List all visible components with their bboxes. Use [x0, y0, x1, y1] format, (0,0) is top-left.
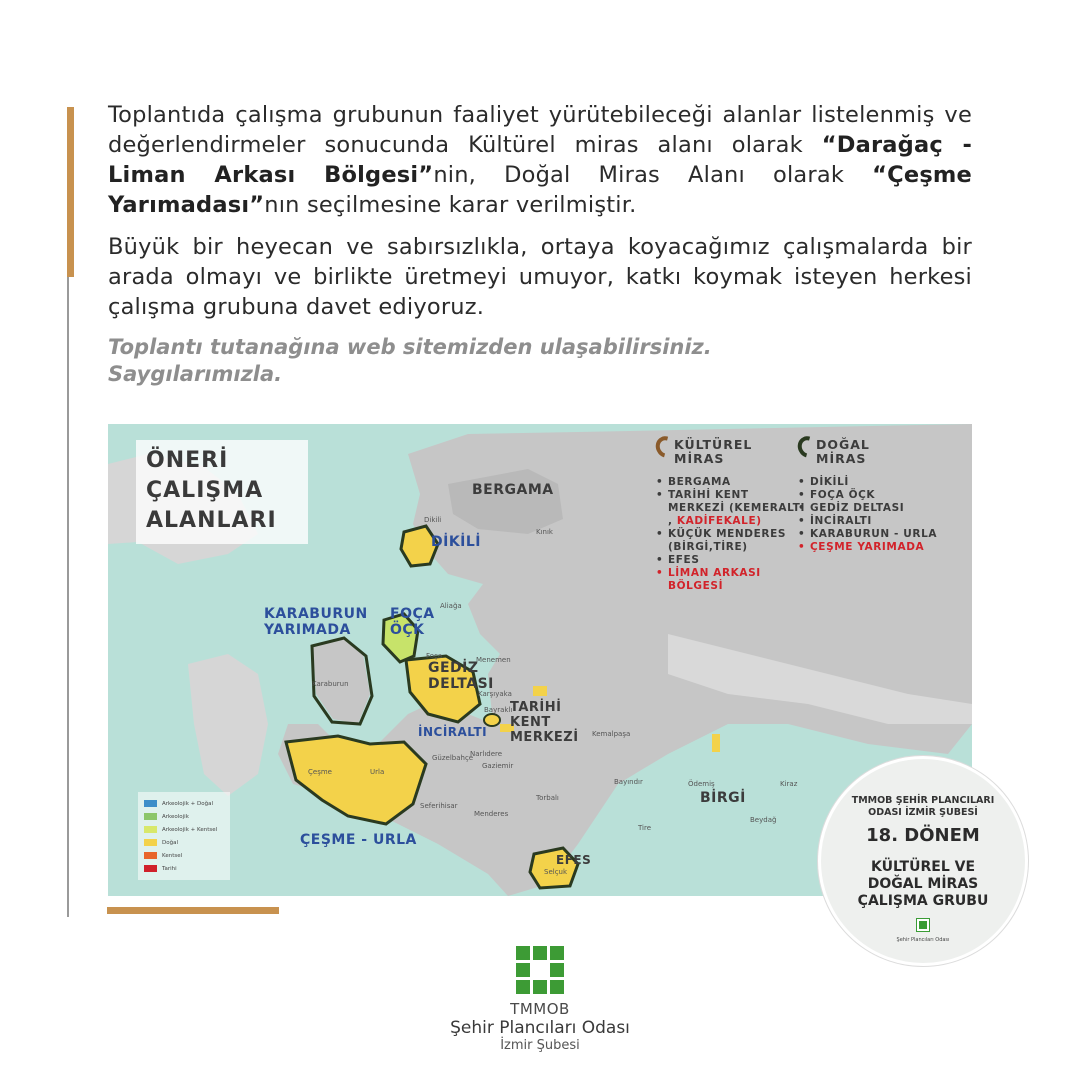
town-label: Güzelbahçe: [432, 754, 474, 762]
cultural-heading: KÜLTÜREL MİRAS: [674, 437, 753, 466]
town-label: Selçuk: [544, 868, 568, 876]
label-inciralti: İNCİRALTI: [418, 725, 488, 739]
label-birgi: BİRGİ: [700, 790, 746, 806]
natural-area-name: “Çeşme Yarımadası”: [108, 162, 973, 218]
working-group-badge: [818, 756, 1028, 966]
town-label: Menderes: [474, 810, 509, 818]
town-label: Beydağ: [750, 816, 777, 824]
town-label: Kınık: [536, 528, 553, 536]
logo-square: [533, 946, 547, 960]
town-label: Menemen: [476, 656, 511, 664]
accent-bar-bottom: [107, 907, 279, 914]
intro-text: [108, 100, 972, 388]
badge-logo-icon: [917, 919, 929, 931]
list-item: • DİKİLİ: [798, 476, 938, 489]
legend-swatch: [144, 826, 157, 833]
town-label: Urla: [370, 768, 385, 776]
town-label: Aliağa: [440, 602, 462, 610]
logo-square: [516, 946, 530, 960]
doga-patch-1: [533, 686, 547, 696]
logo-square: [550, 946, 564, 960]
town-label: Dikili: [424, 516, 442, 524]
list-item: • GEDİZ DELTASI: [798, 502, 938, 515]
town-label: Narlıdere: [470, 750, 503, 758]
label-tarihi-kent: TARİHİ KENT MERKEZİ: [510, 700, 579, 745]
badge-org: TMMOB ŞEHİR PLANCILARI ODASI İZMİR ŞUBESİ: [851, 795, 995, 818]
legend-item: Arkeolojik + Doğal: [144, 797, 224, 810]
natural-heading: DOĞAL MİRAS: [816, 437, 870, 466]
paragraph-decision: Toplantıda çalışma grubunun faaliyet yürütebileceği alanlar listelenmiş ve değerlendirmeler sonucunda Kültürel miras alanı olarak “Darağaç - Liman Arkası Bölgesi”nin, Doğal Miras Alanı olarak “Çeşme Yarımadası”nın seçilmesine karar verilmiştir.: [108, 102, 973, 218]
organization-name: TMMOB Şehir Plancıları Odası İzmir Şubesi: [450, 1000, 630, 1053]
town-label: Kiraz: [780, 780, 798, 788]
badge-small-text: Şehir Plancıları Odası: [896, 937, 950, 943]
label-cesme-urla: ÇEŞME - URLA: [300, 832, 417, 848]
list-item: • KÜÇÜK MENDERES (BİRGİ,TİRE): [656, 528, 806, 554]
label-karaburun: KARABURUN YARIMADA: [264, 606, 368, 638]
logo-square: [516, 963, 530, 977]
list-item: • EFES: [656, 554, 806, 567]
list-item: • FOÇA ÖÇK: [798, 489, 938, 502]
list-item: • KARABURUN - URLA: [798, 528, 938, 541]
cultural-area-name: “Darağaç - Liman Arkası Bölgesi”: [108, 132, 972, 188]
town-label: Seferihisar: [420, 802, 458, 810]
town-label: Foça: [426, 652, 443, 660]
label-gediz: GEDİZ DELTASI: [428, 660, 494, 692]
cesme-urla-area: [286, 736, 426, 824]
label-efes: EFES: [556, 853, 592, 867]
list-item: • BERGAMA: [656, 476, 806, 489]
legend-item: Doğal: [144, 836, 224, 849]
natural-heritage-list: [798, 438, 938, 554]
list-item: • LİMAN ARKASI BÖLGESİ: [656, 567, 806, 593]
divider-vertical: [67, 277, 69, 917]
label-bergama: BERGAMA: [472, 482, 554, 498]
label-dikili: DİKİLİ: [431, 534, 482, 550]
legend-swatch: [144, 852, 157, 859]
legend-item: Arkeolojik: [144, 810, 224, 823]
logo-square: [550, 963, 564, 977]
logo-square: [516, 980, 530, 994]
legend-swatch: [144, 865, 157, 872]
badge-term: 18. DÖNEM: [866, 825, 980, 846]
town-label: Bayraklı: [484, 706, 513, 714]
town-label: Bayındır: [614, 778, 643, 786]
legend-swatch: [144, 800, 157, 807]
label-foca: FOÇA ÖÇK: [390, 606, 435, 638]
list-item: • TARİHİ KENT MERKEZİ (KEMERALTI , KADİFEKALE): [656, 489, 806, 528]
town-label: Çeşme: [308, 768, 332, 776]
map-title-box: ÖNERİ ÇALIŞMA ALANLARI: [136, 440, 308, 544]
town-label: Ödemiş: [688, 780, 715, 788]
accent-bar: [67, 107, 74, 277]
town-label: Tire: [638, 824, 652, 832]
logo-square: [550, 980, 564, 994]
legend-item: Tarihi: [144, 862, 224, 875]
town-label: Gaziemir: [482, 762, 514, 770]
list-item: • ÇEŞME YARIMADA: [798, 541, 938, 554]
doga-patch-2: [712, 734, 720, 752]
town-label: Torbalı: [536, 794, 559, 802]
legend-swatch: [144, 839, 157, 846]
town-label: Karşıyaka: [478, 690, 512, 698]
natural-items: [798, 476, 938, 554]
legend-swatch: [144, 813, 157, 820]
paragraph-invitation: Büyük bir heyecan ve sabırsızlıkla, ortaya koyacağımız çalışmalarda bir arada olmayı ve birlikte üretmeyi umuyor, katkı koymak isteyen herkesi çalışma grubuna davet ediyoruz.: [108, 234, 972, 320]
logo-square: [533, 980, 547, 994]
cultural-heritage-list: [656, 438, 806, 593]
legend-item: Arkeolojik + Kentsel: [144, 823, 224, 836]
note-text: Toplantı tutanağına web sitemizden ulaşabilirsiniz. Saygılarımızla.: [108, 335, 712, 386]
chios-island: [188, 654, 268, 796]
badge-group: KÜLTÜREL VE DOĞAL MİRAS ÇALIŞMA GRUBU: [857, 859, 989, 909]
town-label: Kemalpaşa: [592, 730, 631, 738]
tmmob-logo-icon: [516, 946, 564, 994]
list-item: • İNCİRALTI: [798, 515, 938, 528]
town-label: Karaburun: [312, 680, 349, 688]
cultural-items: [656, 476, 806, 593]
legend-item: Kentsel: [144, 849, 224, 862]
map-legend: [138, 792, 230, 880]
